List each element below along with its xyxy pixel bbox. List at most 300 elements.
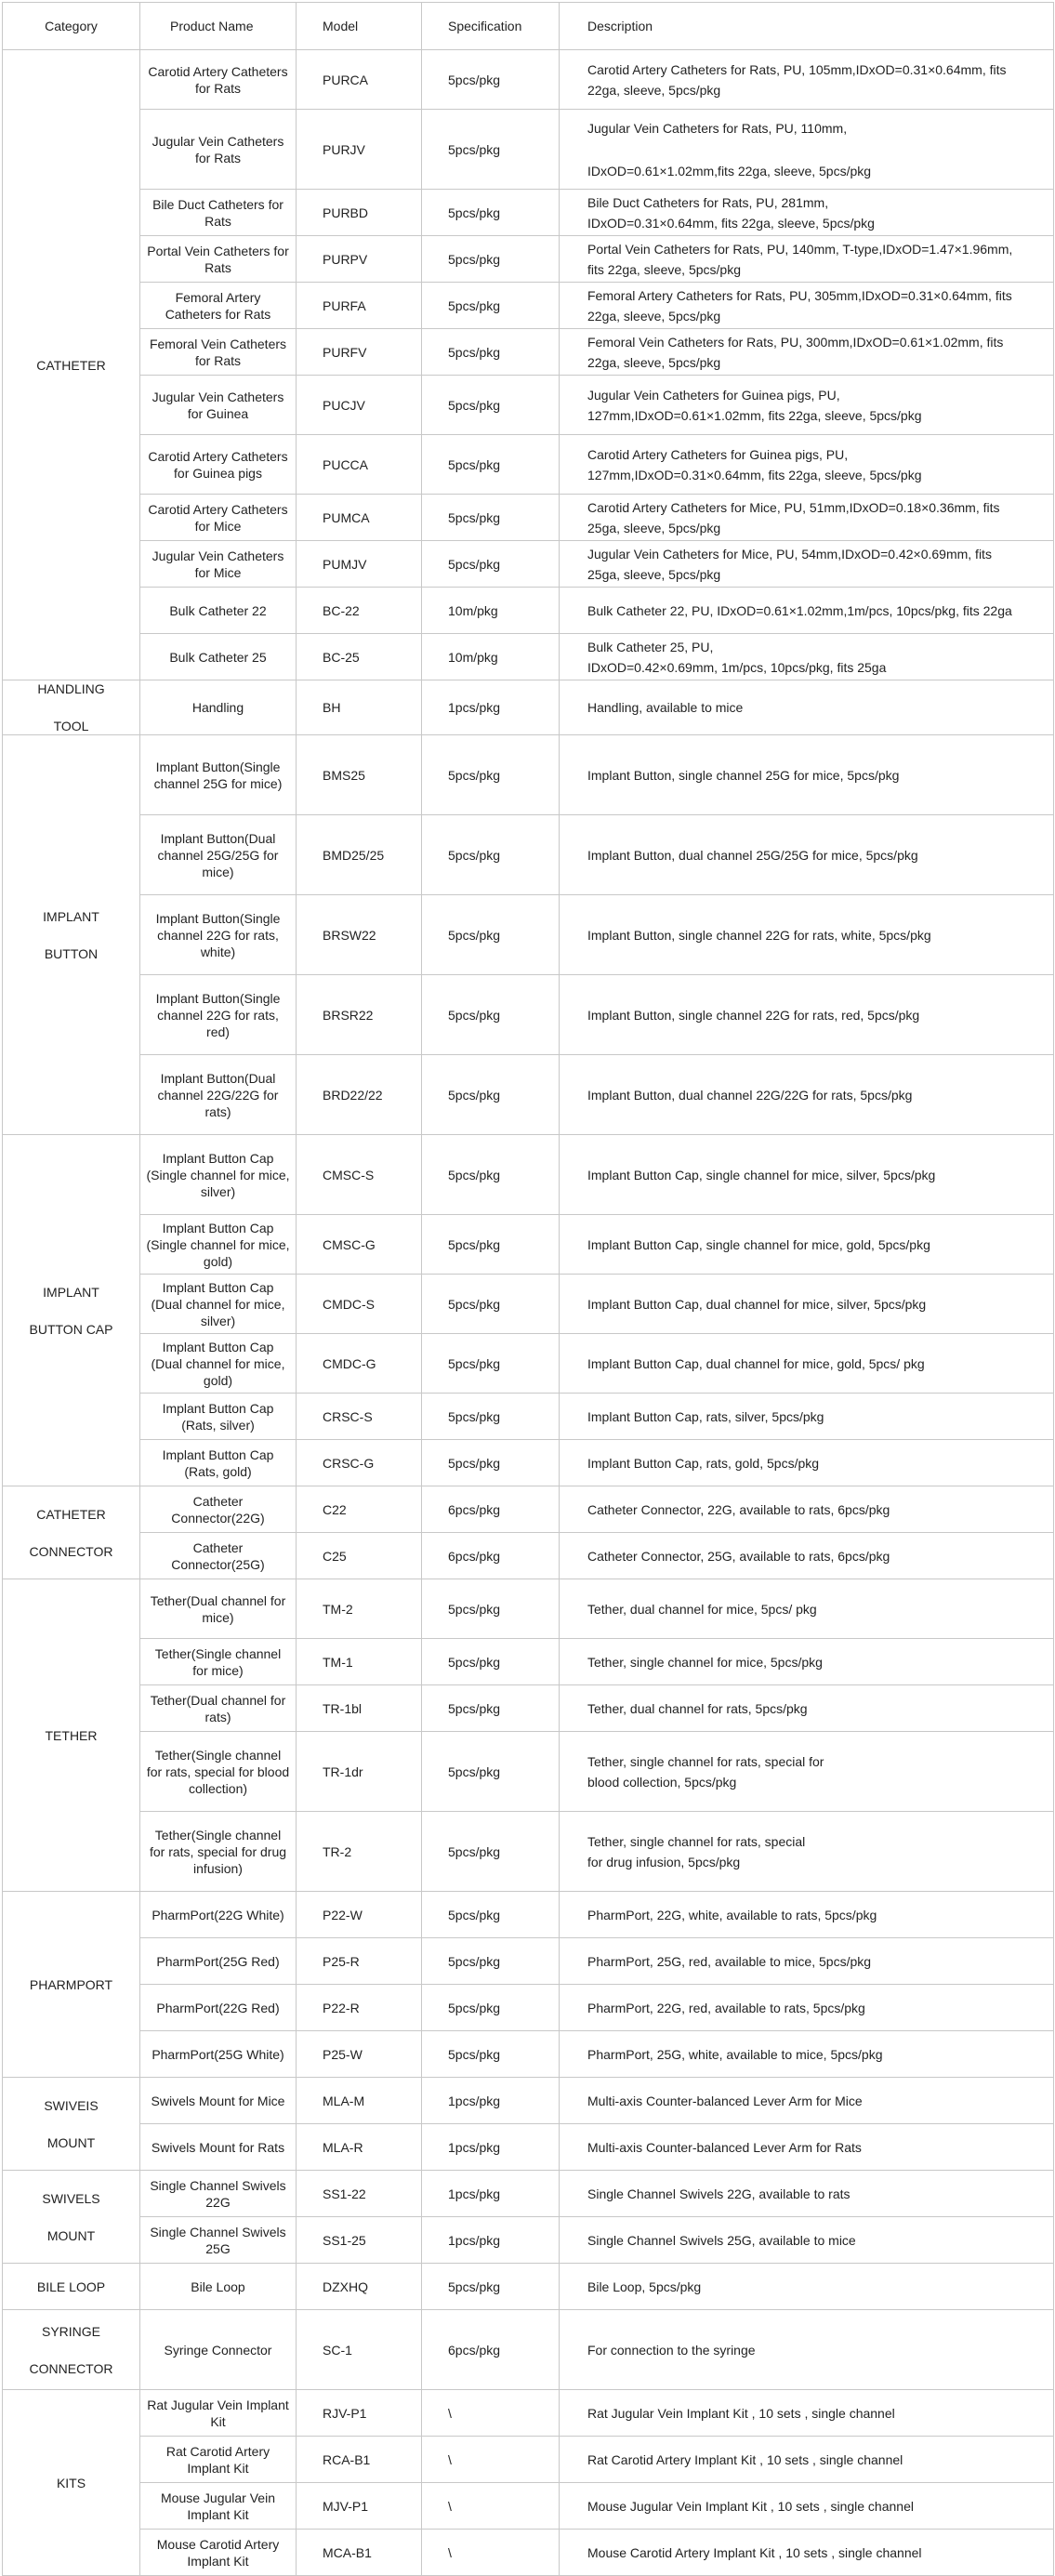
model-code: TM-1 — [297, 1639, 422, 1685]
description-line: IDxOD=0.42×0.69mm, 1m/pcs, 10pcs/pkg, fits 25ga — [587, 659, 887, 675]
model-code: BH — [297, 680, 422, 735]
table-row — [3, 376, 1054, 435]
description-line: 22ga, sleeve, 5pcs/pkg — [587, 308, 721, 324]
header-product-name: Product Name — [140, 3, 297, 50]
description-line: Carotid Artery Catheters for Rats, PU, 105mm,IDxOD=0.31×0.64mm, fits — [587, 61, 1007, 77]
table-row — [3, 1440, 1054, 1486]
model-code: MJV-P1 — [297, 2483, 422, 2530]
table-row — [3, 541, 1054, 588]
specification: 5pcs/pkg — [422, 975, 560, 1055]
category-label: SWIVELS — [42, 2190, 100, 2206]
category-cell — [3, 2390, 140, 2576]
category-cell — [3, 1486, 140, 1579]
model-code: BMD25/25 — [297, 815, 422, 895]
product-name: Single Channel Swivels 25G — [140, 2217, 297, 2264]
table-row — [3, 50, 1054, 110]
product-name: Tether(Single channel for rats, special for drug infusion) — [140, 1812, 297, 1892]
description — [560, 1275, 1054, 1334]
table-row — [3, 1685, 1054, 1732]
description — [560, 1334, 1054, 1394]
description — [560, 2437, 1054, 2483]
category-label: IMPLANT — [43, 1284, 99, 1300]
description — [560, 1985, 1054, 2031]
description-line: Bile Duct Catheters for Rats, PU, 281mm, — [587, 194, 829, 210]
description-line: Femoral Artery Catheters for Rats, PU, 305mm,IDxOD=0.31×0.64mm, fits — [587, 287, 1012, 303]
model-code: MLA-R — [297, 2124, 422, 2171]
model-code: BC-22 — [297, 588, 422, 634]
description-line: Implant Button, single channel 22G for rats, red, 5pcs/pkg — [587, 1007, 920, 1023]
description-line: PharmPort, 25G, red, available to mice, 5pcs/pkg — [587, 1953, 872, 1969]
model-code: P25-R — [297, 1938, 422, 1985]
description — [560, 541, 1054, 588]
specification: 6pcs/pkg — [422, 1533, 560, 1579]
description — [560, 1215, 1054, 1275]
description — [560, 2390, 1054, 2437]
table-row — [3, 2171, 1054, 2217]
product-name: Handling — [140, 680, 297, 735]
category-label: HANDLING — [37, 681, 105, 696]
description — [560, 975, 1054, 1055]
table-row — [3, 895, 1054, 975]
specification: 1pcs/pkg — [422, 2217, 560, 2264]
table-row — [3, 1055, 1054, 1135]
table-row — [3, 735, 1054, 815]
description — [560, 895, 1054, 975]
model-code: PURBD — [297, 190, 422, 236]
description-line: Single Channel Swivels 22G, available to rats — [587, 2186, 851, 2201]
model-code: C25 — [297, 1533, 422, 1579]
specification: \ — [422, 2390, 560, 2437]
category-cell — [3, 2078, 140, 2171]
model-code: BRSW22 — [297, 895, 422, 975]
description-line: Bile Loop, 5pcs/pkg — [587, 2279, 702, 2294]
category-label: CATHETER — [36, 1506, 106, 1522]
category-label: MOUNT — [46, 2134, 96, 2150]
category-label: CONNECTOR — [29, 1543, 113, 1559]
specification: 5pcs/pkg — [422, 1892, 560, 1938]
table-row — [3, 1985, 1054, 2031]
description-line: Implant Button, single channel 22G for rats, white, 5pcs/pkg — [587, 927, 931, 943]
table-row — [3, 975, 1054, 1055]
product-name: Implant Button Cap (Single channel for mice, gold) — [140, 1215, 297, 1275]
table-body — [3, 3, 1054, 2576]
table-row — [3, 2437, 1054, 2483]
description — [560, 1533, 1054, 1579]
description-line: Tether, single channel for mice, 5pcs/pkg — [587, 1654, 823, 1670]
product-name: Femoral Vein Catheters for Rats — [140, 329, 297, 376]
model-code: P25-W — [297, 2031, 422, 2078]
product-name: Carotid Artery Catheters for Rats — [140, 50, 297, 110]
table-row — [3, 2264, 1054, 2310]
description — [560, 2310, 1054, 2390]
model-code: SC-1 — [297, 2310, 422, 2390]
description-line: Catheter Connector, 22G, available to rats, 6pcs/pkg — [587, 1501, 890, 1517]
table-row — [3, 680, 1054, 735]
model-code: CMSC-S — [297, 1135, 422, 1215]
product-name: Implant Button(Dual channel 25G/25G for mice) — [140, 815, 297, 895]
description-line: Portal Vein Catheters for Rats, PU, 140mm, T-type,IDxOD=1.47×1.96mm, — [587, 241, 1013, 257]
description-line: PharmPort, 22G, red, available to rats, 5pcs/pkg — [587, 2000, 865, 2015]
table-row — [3, 2078, 1054, 2124]
category-label: CONNECTOR — [29, 2360, 113, 2376]
model-code: C22 — [297, 1486, 422, 1533]
specification: \ — [422, 2483, 560, 2530]
description-line: Implant Button Cap, rats, gold, 5pcs/pkg — [587, 1455, 820, 1471]
product-name: Single Channel Swivels 22G — [140, 2171, 297, 2217]
description-line: Tether, single channel for rats, special for — [587, 1753, 824, 1769]
description-line: 22ga, sleeve, 5pcs/pkg — [587, 354, 721, 370]
specification: 5pcs/pkg — [422, 1334, 560, 1394]
product-name: Syringe Connector — [140, 2310, 297, 2390]
category-label: BILE LOOP — [36, 2279, 106, 2294]
table-row — [3, 1334, 1054, 1394]
category-label: TOOL — [53, 719, 89, 733]
specification: 1pcs/pkg — [422, 680, 560, 735]
category-cell — [3, 1892, 140, 2078]
specification: 5pcs/pkg — [422, 435, 560, 495]
product-name: Implant Button(Single channel 22G for rats, white) — [140, 895, 297, 975]
model-code: CRSC-G — [297, 1440, 422, 1486]
specification: \ — [422, 2437, 560, 2483]
description — [560, 588, 1054, 634]
model-code: CRSC-S — [297, 1394, 422, 1440]
specification: 5pcs/pkg — [422, 1639, 560, 1685]
model-code: DZXHQ — [297, 2264, 422, 2310]
description — [560, 1394, 1054, 1440]
category-label: TETHER — [45, 1727, 98, 1743]
description-line: Handling, available to mice — [587, 700, 744, 715]
description-line: Implant Button Cap, single channel for mice, gold, 5pcs/pkg — [587, 1236, 930, 1252]
description-line: PharmPort, 25G, white, available to mice, 5pcs/pkg — [587, 2046, 883, 2062]
model-code: BRD22/22 — [297, 1055, 422, 1135]
description — [560, 435, 1054, 495]
table-row — [3, 1892, 1054, 1938]
product-name: PharmPort(22G White) — [140, 1892, 297, 1938]
header-model: Model — [297, 3, 422, 50]
description — [560, 190, 1054, 236]
specification: 5pcs/pkg — [422, 895, 560, 975]
product-name: Rat Carotid Artery Implant Kit — [140, 2437, 297, 2483]
model-code: PUMJV — [297, 541, 422, 588]
description — [560, 50, 1054, 110]
specification: 6pcs/pkg — [422, 2310, 560, 2390]
model-code: RCA-B1 — [297, 2437, 422, 2483]
description — [560, 329, 1054, 376]
product-name: Implant Button(Dual channel 22G/22G for rats) — [140, 1055, 297, 1135]
table-row — [3, 815, 1054, 895]
model-code: PUMCA — [297, 495, 422, 541]
product-name: Bile Loop — [140, 2264, 297, 2310]
specification: \ — [422, 2530, 560, 2576]
specification: 5pcs/pkg — [422, 1985, 560, 2031]
table-row — [3, 2031, 1054, 2078]
product-name: Carotid Artery Catheters for Mice — [140, 495, 297, 541]
category-cell — [3, 2310, 140, 2390]
product-name: Implant Button Cap (Rats, gold) — [140, 1440, 297, 1486]
description — [560, 2483, 1054, 2530]
description-line: Mouse Carotid Artery Implant Kit , 10 sets , single channel — [587, 2544, 922, 2560]
product-name: Bulk Catheter 25 — [140, 634, 297, 680]
product-name: Bulk Catheter 22 — [140, 588, 297, 634]
description-line: Implant Button, single channel 25G for mice, 5pcs/pkg — [587, 767, 900, 783]
table-row — [3, 495, 1054, 541]
table-row — [3, 1938, 1054, 1985]
model-code: TR-1bl — [297, 1685, 422, 1732]
description-line: Catheter Connector, 25G, available to rats, 6pcs/pkg — [587, 1548, 890, 1564]
product-name: Tether(Dual channel for rats) — [140, 1685, 297, 1732]
table-row — [3, 2124, 1054, 2171]
description-line: 127mm,IDxOD=0.61×1.02mm, fits 22ga, sleeve, 5pcs/pkg — [587, 407, 922, 423]
description — [560, 1812, 1054, 1892]
specification: 5pcs/pkg — [422, 50, 560, 110]
description-line: IDxOD=0.61×1.02mm,fits 22ga, sleeve, 5pcs/pkg — [587, 163, 872, 178]
description — [560, 680, 1054, 735]
model-code: PURJV — [297, 110, 422, 190]
model-code: CMDC-G — [297, 1334, 422, 1394]
specification: 5pcs/pkg — [422, 1685, 560, 1732]
description — [560, 110, 1054, 190]
description-line: Jugular Vein Catheters for Guinea pigs, PU, — [587, 387, 840, 403]
category-label: PHARMPORT — [29, 1976, 113, 1992]
table-row — [3, 283, 1054, 329]
description-line: Bulk Catheter 25, PU, — [587, 639, 714, 654]
description-line: Tether, dual channel for rats, 5pcs/pkg — [587, 1700, 808, 1716]
specification: 5pcs/pkg — [422, 1275, 560, 1334]
product-name: Carotid Artery Catheters for Guinea pigs — [140, 435, 297, 495]
description — [560, 1486, 1054, 1533]
category-cell — [3, 735, 140, 1135]
product-name: Implant Button Cap (Dual channel for mice, gold) — [140, 1334, 297, 1394]
description-line: Carotid Artery Catheters for Guinea pigs, PU, — [587, 446, 849, 462]
table-row — [3, 236, 1054, 283]
category-cell — [3, 1135, 140, 1486]
category-label: BUTTON — [44, 945, 99, 961]
description — [560, 2031, 1054, 2078]
specification: 5pcs/pkg — [422, 110, 560, 190]
description-line: PharmPort, 22G, white, available to rats, 5pcs/pkg — [587, 1907, 877, 1922]
table-row — [3, 588, 1054, 634]
category-cell — [3, 680, 140, 735]
category-label: SYRINGE — [41, 2323, 100, 2339]
product-name: PharmPort(22G Red) — [140, 1985, 297, 2031]
table-row — [3, 2310, 1054, 2390]
product-name: Tether(Dual channel for mice) — [140, 1579, 297, 1639]
product-name: PharmPort(25G Red) — [140, 1938, 297, 1985]
specification: 5pcs/pkg — [422, 190, 560, 236]
product-name: Femoral Artery Catheters for Rats — [140, 283, 297, 329]
category-label: KITS — [56, 2475, 86, 2490]
description-line: Bulk Catheter 22, PU, IDxOD=0.61×1.02mm,1m/pcs, 10pcs/pkg, fits 22ga — [587, 602, 1012, 618]
description-line: blood collection, 5pcs/pkg — [587, 1774, 737, 1790]
table-row — [3, 1486, 1054, 1533]
product-name: Jugular Vein Catheters for Rats — [140, 110, 297, 190]
description-line: fits 22ga, sleeve, 5pcs/pkg — [587, 261, 741, 277]
model-code: MLA-M — [297, 2078, 422, 2124]
category-cell — [3, 2171, 140, 2264]
product-name: Bile Duct Catheters for Rats — [140, 190, 297, 236]
header-specification: Specification — [422, 3, 560, 50]
specification: 5pcs/pkg — [422, 283, 560, 329]
specification: 5pcs/pkg — [422, 735, 560, 815]
description — [560, 2171, 1054, 2217]
model-code: P22-W — [297, 1892, 422, 1938]
model-code: RJV-P1 — [297, 2390, 422, 2437]
description-line: IDxOD=0.31×0.64mm, fits 22ga, sleeve, 5pcs/pkg — [587, 215, 875, 231]
model-code: BC-25 — [297, 634, 422, 680]
description-line: Tether, single channel for rats, special — [587, 1833, 806, 1849]
specification: 5pcs/pkg — [422, 815, 560, 895]
header-row — [3, 3, 1054, 50]
model-code: P22-R — [297, 1985, 422, 2031]
table-row — [3, 329, 1054, 376]
product-name: Jugular Vein Catheters for Guinea — [140, 376, 297, 435]
description-line: for drug infusion, 5pcs/pkg — [587, 1854, 741, 1869]
table-row — [3, 2390, 1054, 2437]
description-line: Rat Jugular Vein Implant Kit , 10 sets , single channel — [587, 2405, 895, 2421]
table-row — [3, 1275, 1054, 1334]
specification: 1pcs/pkg — [422, 2171, 560, 2217]
specification: 5pcs/pkg — [422, 1938, 560, 1985]
model-code: PUCJV — [297, 376, 422, 435]
description-line: Mouse Jugular Vein Implant Kit , 10 sets , single channel — [587, 2498, 914, 2514]
product-name: Implant Button Cap (Rats, silver) — [140, 1394, 297, 1440]
model-code: MCA-B1 — [297, 2530, 422, 2576]
category-label: SWIVEIS — [44, 2097, 99, 2113]
table-row — [3, 435, 1054, 495]
specification: 5pcs/pkg — [422, 1732, 560, 1812]
description-line: For connection to the syringe — [587, 2342, 756, 2358]
specification: 5pcs/pkg — [422, 495, 560, 541]
description-line: Implant Button Cap, single channel for mice, silver, 5pcs/pkg — [587, 1167, 936, 1182]
specification: 5pcs/pkg — [422, 541, 560, 588]
table-row — [3, 1394, 1054, 1440]
specification: 5pcs/pkg — [422, 1055, 560, 1135]
description — [560, 1440, 1054, 1486]
description-line: 25ga, sleeve, 5pcs/pkg — [587, 520, 721, 535]
product-name: PharmPort(25G White) — [140, 2031, 297, 2078]
specification: 5pcs/pkg — [422, 1394, 560, 1440]
specification: 5pcs/pkg — [422, 1440, 560, 1486]
product-name: Tether(Single channel for mice) — [140, 1639, 297, 1685]
model-code: CMDC-S — [297, 1275, 422, 1334]
specification: 5pcs/pkg — [422, 1215, 560, 1275]
description — [560, 1639, 1054, 1685]
description-line: Tether, dual channel for mice, 5pcs/ pkg — [587, 1601, 817, 1617]
description-line: Single Channel Swivels 25G, available to mice — [587, 2232, 856, 2248]
model-code: TR-1dr — [297, 1732, 422, 1812]
description — [560, 634, 1054, 680]
description — [560, 2124, 1054, 2171]
description-line: 22ga, sleeve, 5pcs/pkg — [587, 82, 721, 98]
product-name: Tether(Single channel for rats, special for blood collection) — [140, 1732, 297, 1812]
table-row — [3, 190, 1054, 236]
description-line: Jugular Vein Catheters for Rats, PU, 110mm, — [587, 120, 848, 136]
description — [560, 2217, 1054, 2264]
table-row — [3, 110, 1054, 190]
model-code: PURFA — [297, 283, 422, 329]
header-description: Description — [560, 3, 1054, 50]
description-line: Multi-axis Counter-balanced Lever Arm for Mice — [587, 2093, 863, 2108]
specification: 6pcs/pkg — [422, 1486, 560, 1533]
specification: 10m/pkg — [422, 588, 560, 634]
product-name: Portal Vein Catheters for Rats — [140, 236, 297, 283]
description — [560, 1732, 1054, 1812]
description — [560, 1685, 1054, 1732]
product-name: Swivels Mount for Rats — [140, 2124, 297, 2171]
description-line: Femoral Vein Catheters for Rats, PU, 300mm,IDxOD=0.61×1.02mm, fits — [587, 334, 1004, 350]
table-row — [3, 1579, 1054, 1639]
model-code: CMSC-G — [297, 1215, 422, 1275]
specification: 1pcs/pkg — [422, 2124, 560, 2171]
model-code: PURFV — [297, 329, 422, 376]
description — [560, 1938, 1054, 1985]
table-row — [3, 1215, 1054, 1275]
description-line: Carotid Artery Catheters for Mice, PU, 51mm,IDxOD=0.18×0.36mm, fits — [587, 499, 1000, 515]
product-table — [2, 2, 1054, 2576]
model-code: PURPV — [297, 236, 422, 283]
description-line: Implant Button Cap, dual channel for mice, silver, 5pcs/pkg — [587, 1296, 927, 1312]
product-name: Catheter Connector(22G) — [140, 1486, 297, 1533]
product-name: Rat Jugular Vein Implant Kit — [140, 2390, 297, 2437]
model-code: BRSR22 — [297, 975, 422, 1055]
category-cell — [3, 2264, 140, 2310]
specification: 5pcs/pkg — [422, 376, 560, 435]
description — [560, 1579, 1054, 1639]
specification: 1pcs/pkg — [422, 2078, 560, 2124]
specification: 5pcs/pkg — [422, 1812, 560, 1892]
table-row — [3, 1533, 1054, 1579]
description — [560, 1135, 1054, 1215]
description-line: 127mm,IDxOD=0.31×0.64mm, fits 22ga, sleeve, 5pcs/pkg — [587, 467, 922, 482]
description — [560, 2530, 1054, 2576]
product-name: Implant Button Cap (Single channel for mice, silver) — [140, 1135, 297, 1215]
table-row — [3, 2530, 1054, 2576]
product-name: Implant Button(Single channel 22G for rats, red) — [140, 975, 297, 1055]
category-cell — [3, 1579, 140, 1892]
description-line: Rat Carotid Artery Implant Kit , 10 sets , single channel — [587, 2451, 903, 2467]
table-row — [3, 1812, 1054, 1892]
product-name: Implant Button(Single channel 25G for mice) — [140, 735, 297, 815]
description — [560, 283, 1054, 329]
description — [560, 815, 1054, 895]
category-label: BUTTON CAP — [29, 1321, 113, 1337]
specification: 5pcs/pkg — [422, 329, 560, 376]
description — [560, 1892, 1054, 1938]
description — [560, 1055, 1054, 1135]
product-name: Mouse Carotid Artery Implant Kit — [140, 2530, 297, 2576]
description-line: Jugular Vein Catheters for Mice, PU, 54mm,IDxOD=0.42×0.69mm, fits — [587, 546, 992, 561]
description — [560, 2264, 1054, 2310]
product-name: Mouse Jugular Vein Implant Kit — [140, 2483, 297, 2530]
category-cell — [3, 50, 140, 680]
specification: 5pcs/pkg — [422, 2031, 560, 2078]
product-name: Swivels Mount for Mice — [140, 2078, 297, 2124]
header-category: Category — [3, 3, 140, 50]
specification: 5pcs/pkg — [422, 1579, 560, 1639]
model-code: SS1-22 — [297, 2171, 422, 2217]
model-code: SS1-25 — [297, 2217, 422, 2264]
model-code: TR-2 — [297, 1812, 422, 1892]
table-row — [3, 1732, 1054, 1812]
description-line: Implant Button, dual channel 22G/22G for rats, 5pcs/pkg — [587, 1087, 913, 1103]
table-row — [3, 2217, 1054, 2264]
model-code: PUCCA — [297, 435, 422, 495]
category-label: MOUNT — [46, 2227, 96, 2243]
description — [560, 495, 1054, 541]
specification: 5pcs/pkg — [422, 2264, 560, 2310]
specification: 5pcs/pkg — [422, 1135, 560, 1215]
description-line: Implant Button, dual channel 25G/25G for mice, 5pcs/pkg — [587, 847, 918, 863]
